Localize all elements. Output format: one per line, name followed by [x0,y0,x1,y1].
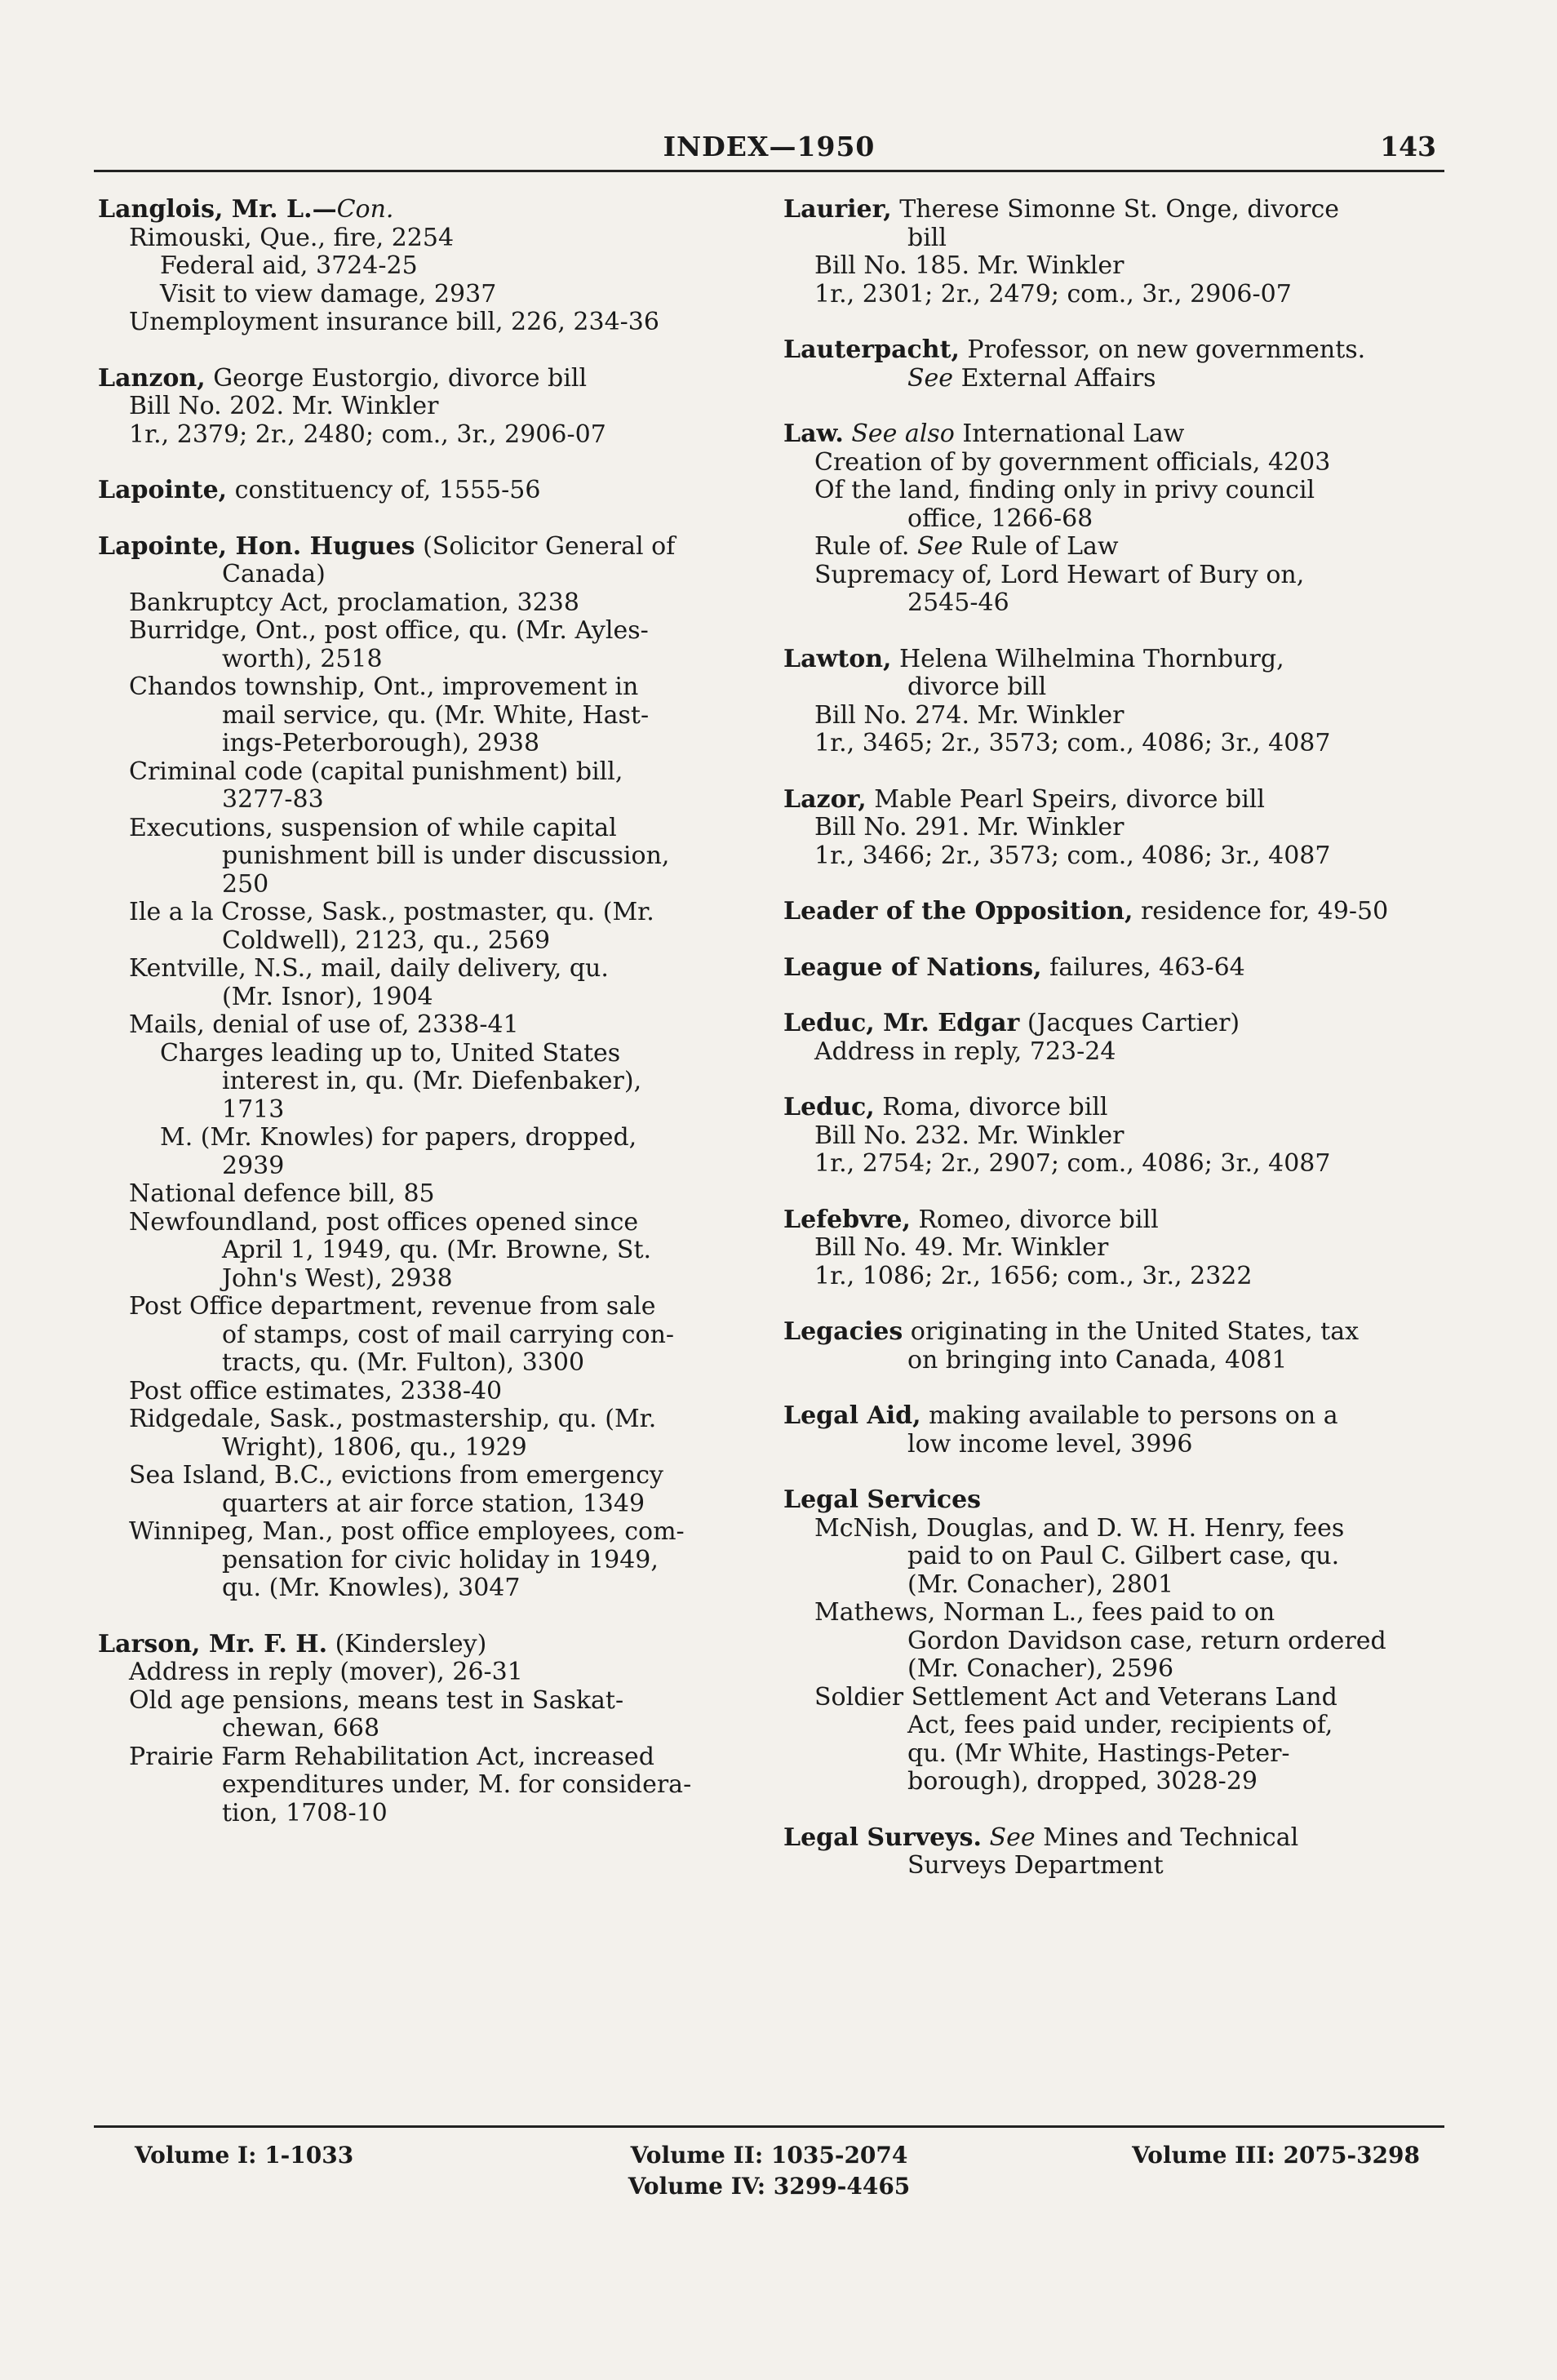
line-text: 3277-83 [222,785,324,814]
entry-line [98,1800,767,1828]
line-text: Act, fees paid under, recipients of, [907,1711,1333,1739]
line-text: McNish, Douglas, and D. W. H. Henry, fees [814,1513,1345,1543]
entry-heading-term: Laurier, [783,195,892,224]
entry-heading-term: Lapointe, Hon. Hugues [98,531,415,561]
entry-line [783,449,1436,477]
entry-line [98,1658,767,1687]
entry-line [98,899,767,927]
volume-three-range: Volume III: 2075-3298 [1132,2142,1420,2169]
line-text: Kentville, N.S., mail, daily delivery, qu. [129,954,609,983]
index-entry [783,786,1436,871]
line-text: 1r., 2379; 2r., 2480; com., 3r., 2906-07 [129,420,606,449]
entry-line [783,1038,1436,1067]
line-text: Supremacy of, Lord Hewart of Bury on, [814,560,1305,589]
line-text: (Mr. Isnor), 1904 [222,982,433,1011]
entry-heading [783,1010,1436,1038]
line-text: Gordon Davidson case, return ordered [907,1626,1386,1655]
line-text: (Solicitor General of [415,531,676,561]
line-text: interest in, qu. (Mr. Diefenbaker), [222,1067,642,1095]
entry-line [98,673,767,702]
line-text: Canada) [222,560,326,588]
line-text: punishment bill is under discussion, [222,841,670,870]
line-text: Charges leading up to, United States [160,1038,621,1068]
entry-line [783,1768,1436,1796]
entry-line [98,589,767,618]
line-text: quarters at air force station, 1349 [222,1489,645,1518]
index-entry [783,1486,1436,1796]
entry-line [98,1209,767,1237]
right-column [783,196,1436,1908]
entry-line [98,1321,767,1350]
line-text: 1r., 2301; 2r., 2479; com., 3r., 2906-07 [814,279,1292,309]
index-entry [98,533,767,1603]
entry-line [98,1378,767,1406]
entry-line [98,984,767,1012]
entry-line [783,365,1436,393]
entry-line [98,702,767,730]
line-text: ings-Peterborough), 2938 [222,729,540,757]
line-text: Therese Simonne St. Onge, divorce [891,195,1340,224]
line-text: on bringing into Canada, 4081 [907,1345,1288,1374]
entry-line [98,224,767,253]
entry-heading-term: Leduc, Mr. Edgar [783,1009,1020,1037]
header-rule [94,170,1444,172]
line-text: Bill No. 185. Mr. Winkler [814,251,1124,280]
line-text: April 1, 1949, qu. (Mr. Browne, St. [222,1236,652,1264]
entry-heading-term: Legal Aid, [783,1401,921,1430]
entry-heading [783,1402,1436,1431]
line-text: Newfoundland, post offices opened since [129,1207,639,1237]
line-text: Bill No. 202. Mr. Winkler [129,392,439,420]
line-text: Old age pensions, means test in Saskat- [129,1685,624,1715]
line-text: 1r., 3465; 2r., 3573; com., 4086; 3r., 4087 [814,729,1331,757]
entry-line [783,1234,1436,1263]
left-column [98,196,767,1855]
entry-line [98,1349,767,1378]
line-text: Executions, suspension of while capital [129,813,617,842]
entry-heading [783,898,1436,926]
line-text: Address in reply (mover), 26-31 [129,1658,523,1686]
entry-line [98,815,767,843]
line-text: John's West), 2938 [222,1263,453,1293]
line-text: Prairie Farm Rehabilitation Act, increased [129,1742,654,1771]
line-text: International Law [954,420,1185,448]
line-text: National defence bill, 85 [129,1179,435,1208]
index-entry [98,365,767,450]
entry-heading-term: Law. [783,420,844,448]
entry-line [98,1547,767,1575]
footer-rule [94,2125,1444,2128]
index-entry [98,1631,767,1828]
line-text: bill [907,223,947,252]
line-text: Creation of by government officials, 4203 [814,447,1331,477]
line-text: making available to persons on a [920,1401,1338,1430]
entry-heading [783,196,1436,224]
entry-line [98,393,767,421]
line-text: expenditures under, M. for considera- [222,1770,692,1799]
line-text: 1713 [222,1095,285,1124]
entry-line [783,533,1436,562]
entry-line [783,1684,1436,1712]
line-text: M. (Mr. Knowles) for papers, dropped, [160,1123,637,1152]
line-text: constituency of, 1555-56 [227,476,541,504]
entry-line [783,730,1436,758]
entry-line [98,309,767,337]
entry-line [783,252,1436,281]
line-text: divorce bill [907,673,1047,701]
entry-line [98,758,767,787]
entry-line [98,871,767,899]
index-entry [783,954,1436,983]
entry-line [98,617,767,646]
line-text: 2939 [222,1151,285,1180]
line-text: Bill No. 232. Mr. Winkler [814,1121,1124,1150]
page-header [94,131,1444,171]
line-text: Of the land, finding only in privy council [814,476,1315,504]
entry-line [783,814,1436,842]
line-text: Chandos township, Ont., improvement in [129,673,639,701]
entry-line [98,955,767,984]
entry-line [783,1347,1436,1375]
line-text: chewan, 668 [222,1714,380,1743]
entry-line [98,421,767,450]
line-text: originating in the United States, tax [903,1317,1359,1346]
entry-line [783,1740,1436,1769]
entry-line [783,562,1436,590]
entry-line [98,1011,767,1040]
entry-heading [783,336,1436,365]
line-text: Rimouski, Que., fire, 2254 [129,223,455,252]
index-entry [98,196,767,337]
entry-line [98,786,767,815]
line-text: Romeo, divorce bill [910,1205,1159,1234]
entry-heading-term: Langlois, Mr. L.— [98,195,337,224]
line-text: of stamps, cost of mail carrying con- [222,1320,675,1349]
entry-heading-term: Lauterpacht, [783,335,960,364]
entry-line [783,281,1436,309]
line-text: Bill No. 274. Mr. Winkler [814,700,1124,730]
entry-line [98,1743,767,1772]
entry-heading [98,533,767,562]
line-text: borough), dropped, 3028-29 [907,1767,1258,1796]
entry-heading [783,646,1436,674]
line-text: Federal aid, 3724-25 [160,251,418,280]
entry-heading-term: Legal Services [783,1485,982,1514]
entry-heading-term: Leader of the Opposition, [783,897,1133,926]
line-text: Bill No. 291. Mr. Winkler [814,813,1124,841]
entry-heading [98,196,767,224]
line-text: Roma, divorce bill [874,1093,1108,1121]
entry-line [98,646,767,674]
line-text: low income level, 3996 [907,1429,1193,1459]
volume-one-range: Volume I: 1-1033 [135,2142,354,2169]
entry-line [98,1180,767,1209]
entry-line [783,505,1436,534]
entry-line [98,1040,767,1068]
entry-heading [783,1318,1436,1347]
entry-line [98,1574,767,1603]
entry-line [783,842,1436,871]
line-text: (Mr. Conacher), 2801 [907,1570,1174,1599]
index-entry [783,420,1436,618]
entry-heading [98,477,767,505]
line-text: tion, 1708-10 [222,1798,388,1827]
entry-heading [98,1631,767,1659]
line-text: pensation for civic holiday in 1949, [222,1545,659,1574]
entry-line [783,1655,1436,1684]
line-text: 1r., 2754; 2r., 2907; com., 4086; 3r., 4087 [814,1149,1331,1178]
line-text: 2545-46 [907,588,1009,617]
line-text: Ile a la Crosse, Sask., postmaster, qu. (Mr. [129,898,654,926]
volume-four-range: Volume IV: 3299-4465 [628,2173,911,2200]
entry-line [783,702,1436,730]
index-entry [783,646,1436,758]
entry-line [783,1599,1436,1627]
line-text: Bankruptcy Act, proclamation, 3238 [129,588,579,617]
entry-heading-term: League of Nations, [783,952,1042,982]
entry-heading-term: Lanzon, [98,363,206,393]
line-text: Mable Pearl Speirs, divorce bill [866,784,1265,814]
index-entry [783,1824,1436,1880]
entry-line [98,1771,767,1800]
entry-line [783,1627,1436,1656]
line-text: Rule of Law [963,532,1119,561]
entry-line [783,1571,1436,1600]
line-text: George Eustorgio, divorce bill [205,363,588,393]
line-text: Mathews, Norman L., fees paid to on [814,1598,1275,1627]
line-text: Ridgedale, Sask., postmastership, qu. (Mr. [129,1405,657,1433]
entry-heading-term: Lapointe, [98,476,228,504]
line-text: paid to on Paul C. Gilbert case, qu. [907,1542,1340,1570]
line-text: Professor, on new governments. [959,335,1366,364]
line-text: worth), 2518 [222,644,383,673]
entry-line [98,1687,767,1716]
line-text: Post Office department, revenue from sale [129,1292,656,1321]
entry-line [98,1152,767,1181]
entry-line [98,1237,767,1265]
entry-heading-term: Leduc, [783,1093,875,1121]
line-text: tracts, qu. (Mr. Fulton), 3300 [222,1348,585,1377]
line-text: Soldier Settlement Act and Veterans Land [814,1682,1337,1712]
entry-line [783,1122,1436,1151]
entry-line [98,1715,767,1743]
index-entry [783,196,1436,309]
entry-line [98,1124,767,1152]
page-number: 143 [1380,131,1436,162]
line-text: Unemployment insurance bill, 226, 234-36 [129,308,659,336]
index-entry [783,1010,1436,1066]
line-text: (Kindersley) [327,1629,487,1658]
italic-ref: See [909,532,964,561]
line-text: Surveys Department [907,1851,1164,1880]
entry-line [783,1852,1436,1880]
entry-heading [98,365,767,393]
line-text: failures, 463-64 [1041,952,1245,982]
entry-line [783,1515,1436,1543]
italic-ref: See [982,1823,1036,1852]
index-entry [783,1318,1436,1374]
entry-line [783,224,1436,253]
entry-heading-term: Larson, Mr. F. H. [98,1629,328,1658]
line-text: Criminal code (capital punishment) bill, [129,757,623,786]
entry-line [783,589,1436,618]
entry-line [98,1096,767,1125]
entry-line [98,842,767,871]
line-text: 1r., 3466; 2r., 3573; com., 4086; 3r., 4087 [814,841,1331,870]
line-text: Sea Island, B.C., evictions from emergency [129,1461,664,1490]
line-text: qu. (Mr. Knowles), 3047 [222,1574,521,1602]
line-text: 250 [222,869,269,899]
entry-heading [783,954,1436,983]
entry-line [98,1405,767,1434]
line-text: Burridge, Ont., post office, qu. (Mr. Ayles- [129,616,649,645]
entry-line [98,730,767,758]
entry-line [783,1150,1436,1179]
entry-line [783,1543,1436,1571]
entry-line [98,927,767,956]
entry-line [98,281,767,309]
entry-line [98,1462,767,1490]
entry-heading-term: Legal Surveys. [783,1823,983,1852]
index-entry [783,1402,1436,1459]
entry-heading [783,1094,1436,1122]
entry-line [98,1265,767,1294]
entry-line [98,1293,767,1321]
line-text: Bill No. 49. Mr. Winkler [814,1233,1109,1262]
entry-line [783,673,1436,702]
line-text: (Mr. Conacher), 2596 [907,1654,1174,1683]
volume-two-range: Volume II: 1035-2074 [630,2142,908,2169]
line-text: mail service, qu. (Mr. White, Hast- [222,700,650,730]
italic-ref: See also [843,420,955,448]
entry-line [783,1431,1436,1459]
volume-footer [94,2140,1444,2213]
entry-line [783,1263,1436,1291]
italic-ref: See [907,363,954,393]
entry-line [98,1490,767,1519]
line-text: Winnipeg, Man., post office employees, com- [129,1517,685,1546]
entry-line [98,561,767,589]
index-entry [783,1094,1436,1179]
entry-heading [783,786,1436,815]
index-entry [783,1206,1436,1291]
entry-heading [783,420,1436,449]
entry-heading-term: Lawton, [783,644,892,673]
line-text: Post office estimates, 2338-40 [129,1376,503,1405]
line-text: Visit to view damage, 2937 [160,279,497,309]
line-text: residence for, 49-50 [1133,897,1389,926]
line-text: 1r., 1086; 2r., 1656; com., 3r., 2322 [814,1261,1253,1290]
entry-heading-term: Lazor, [783,784,867,814]
index-entry [783,336,1436,393]
index-entry [783,898,1436,926]
line-text: Mails, denial of use of, 2338-41 [129,1010,519,1039]
entry-heading [783,1486,1436,1515]
line-text: Helena Wilhelmina Thornburg, [891,644,1284,673]
entry-line [783,1712,1436,1740]
entry-line [98,1434,767,1463]
line-text: qu. (Mr White, Hastings-Peter- [907,1738,1290,1768]
line-text: Wright), 1806, qu., 1929 [222,1432,527,1462]
entry-line [98,252,767,281]
index-entry [98,477,767,505]
entry-heading-term: Legacies [783,1317,903,1346]
page-title: INDEX—1950 [663,131,876,162]
italic-ref: Con. [336,195,394,224]
entry-line [98,1068,767,1096]
line-text: (Jacques Cartier) [1019,1009,1240,1037]
line-text: External Affairs [953,363,1156,393]
entry-line [783,477,1436,505]
entry-line [98,1518,767,1547]
line-text: Rule of. [814,532,910,561]
line-text: Mines and Technical [1035,1823,1299,1852]
line-text: Address in reply, 723-24 [814,1037,1116,1066]
entry-heading [783,1206,1436,1235]
line-text: office, 1266-68 [907,504,1093,533]
line-text: Coldwell), 2123, qu., 2569 [222,926,551,955]
entry-heading-term: Lefebvre, [783,1205,911,1234]
entry-heading [783,1824,1436,1853]
